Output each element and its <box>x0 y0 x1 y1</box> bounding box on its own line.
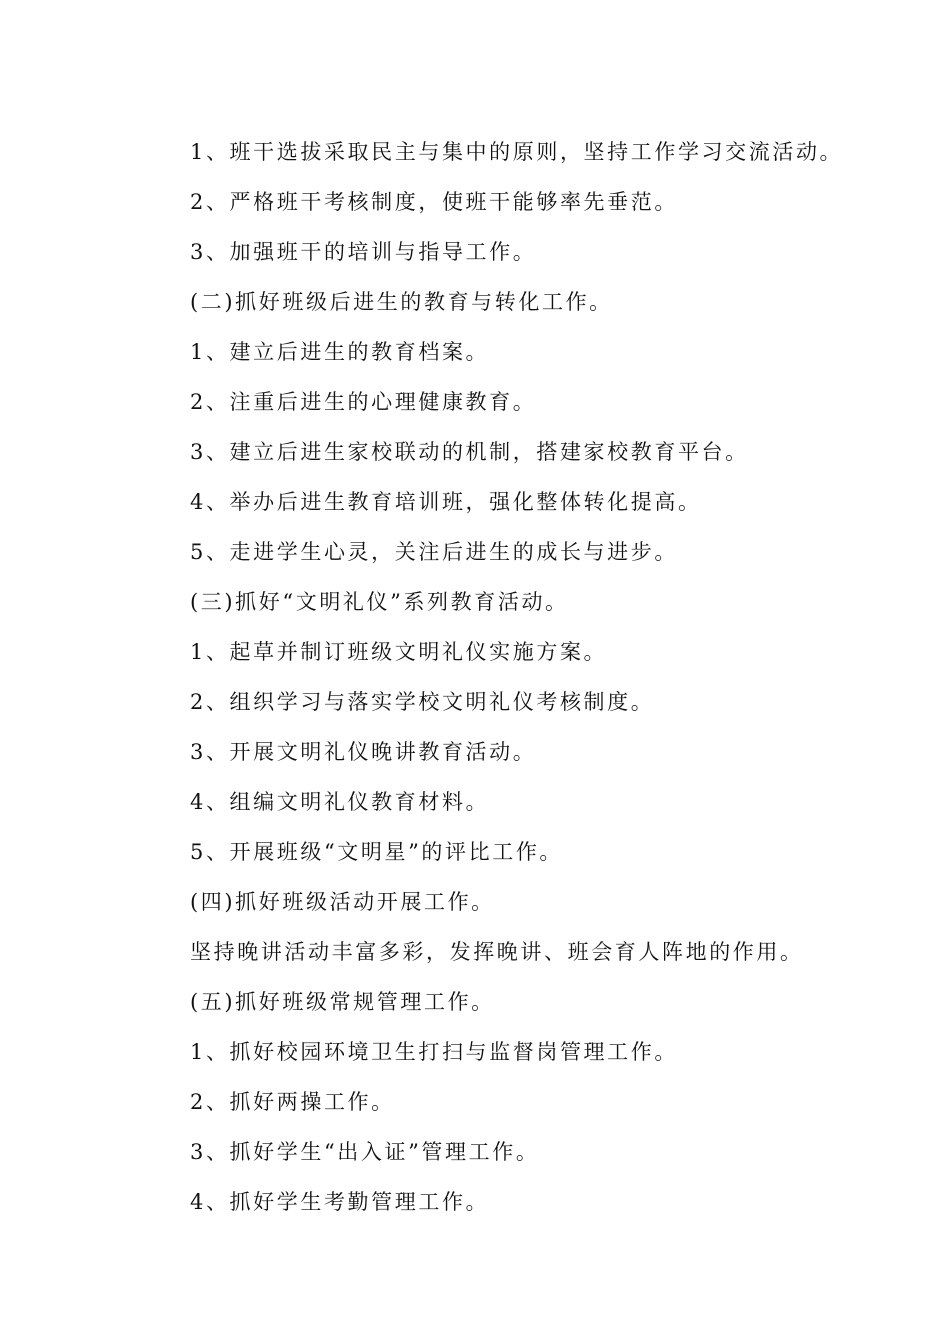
body-line-20: 2、抓好两操工作。 <box>190 1090 395 1114</box>
body-line-8: 4、举办后进生教育培训班，强化整体转化提高。 <box>190 490 702 514</box>
body-line-11: 1、起草并制订班级文明礼仪实施方案。 <box>190 640 608 664</box>
body-line-9: 5、走进学生心灵，关注后进生的成长与进步。 <box>190 540 678 564</box>
section-heading-5: (五)抓好班级常规管理工作。 <box>190 990 495 1014</box>
body-line-14: 4、组编文明礼仪教育材料。 <box>190 790 490 814</box>
body-line-6: 2、注重后进生的心理健康教育。 <box>190 390 537 414</box>
body-line-1: 1、班干选拔采取民主与集中的原则，坚持工作学习交流活动。 <box>190 140 844 164</box>
body-line-5: 1、建立后进生的教育档案。 <box>190 340 490 364</box>
body-line-15: 5、开展班级“文明星”的评比工作。 <box>190 840 564 864</box>
body-line-22: 4、抓好学生考勤管理工作。 <box>190 1190 490 1214</box>
section-heading-2: (二)抓好班级后进生的教育与转化工作。 <box>190 290 613 314</box>
section-heading-4: (四)抓好班级活动开展工作。 <box>190 890 495 914</box>
body-line-17: 坚持晚讲活动丰富多彩，发挥晚讲、班会育人阵地的作用。 <box>190 940 804 964</box>
section-heading-3: (三)抓好“文明礼仪”系列教育活动。 <box>190 590 569 614</box>
body-line-7: 3、建立后进生家校联动的机制，搭建家校教育平台。 <box>190 440 749 464</box>
body-line-19: 1、抓好校园环境卫生打扫与监督岗管理工作。 <box>190 1040 678 1064</box>
body-line-12: 2、组织学习与落实学校文明礼仪考核制度。 <box>190 690 655 714</box>
body-line-2: 2、严格班干考核制度，使班干能够率先垂范。 <box>190 190 678 214</box>
body-line-13: 3、开展文明礼仪晚讲教育活动。 <box>190 740 537 764</box>
body-line-21: 3、抓好学生“出入证”管理工作。 <box>190 1140 540 1164</box>
document-body <box>190 134 844 1234</box>
body-line-3: 3、加强班干的培训与指导工作。 <box>190 240 537 264</box>
